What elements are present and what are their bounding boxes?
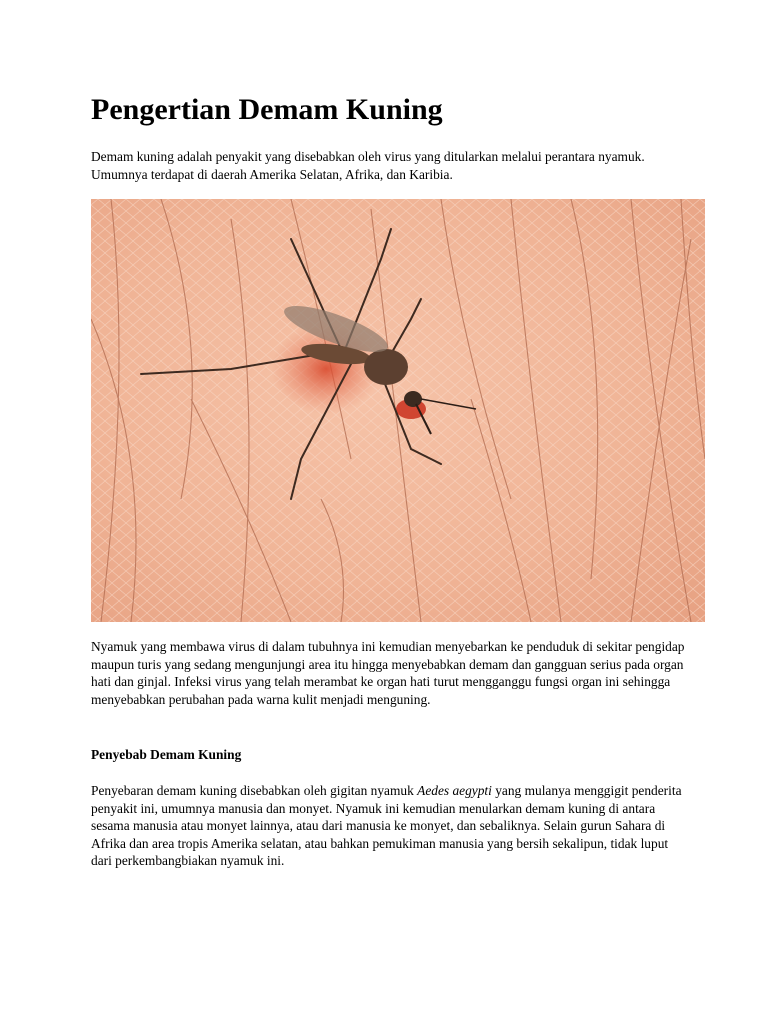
paragraph-text-end: yang mulanya menggigit penderita penyakit ini, umumnya manusia dan monyet. Nyamuk ini kemudian menularkan demam kuning di antara sesama manusia atau monyet lainnya, atau dari manusia ke monyet, dan sebaliknya. Selain gurun Sahara di Afrika dan area tropis Amerika selatan, atau bahkan pemukiman manusia yang bersih sekalipun, tidak luput dari perkembangbiakan nyamuk ini. <box>91 783 682 868</box>
body-paragraph: Nyamuk yang membawa virus di dalam tubuhnya ini kemudian menyebarkan ke penduduk di sekitar pengidap maupun turis yang sedang mengunjungi area itu hingga menyebabkan demam dan gangguan serius pada organ hati dan ginjal. Infeksi virus yang telah merambat ke organ hati turut mengganggu fungsi organ ini sehingga menyebabkan perubahan pada warna kulit menjadi menguning. <box>91 639 685 707</box>
intro-paragraph: Demam kuning adalah penyakit yang disebabkan oleh virus yang ditularkan melalui perantara nyamuk. Umumnya terdapat di daerah Amerika Selatan, Afrika, dan Karibia. <box>91 149 645 182</box>
species-name: Aedes aegypti <box>417 783 492 798</box>
body-paragraph-causes <box>91 782 689 870</box>
page-title: Pengertian Demam Kuning <box>91 93 443 126</box>
section-heading: Penyebab Demam Kuning <box>91 747 242 762</box>
paragraph-text-start: Penyebaran demam kuning disebabkan oleh gigitan nyamuk <box>91 783 418 798</box>
mosquito-photo <box>91 199 705 622</box>
